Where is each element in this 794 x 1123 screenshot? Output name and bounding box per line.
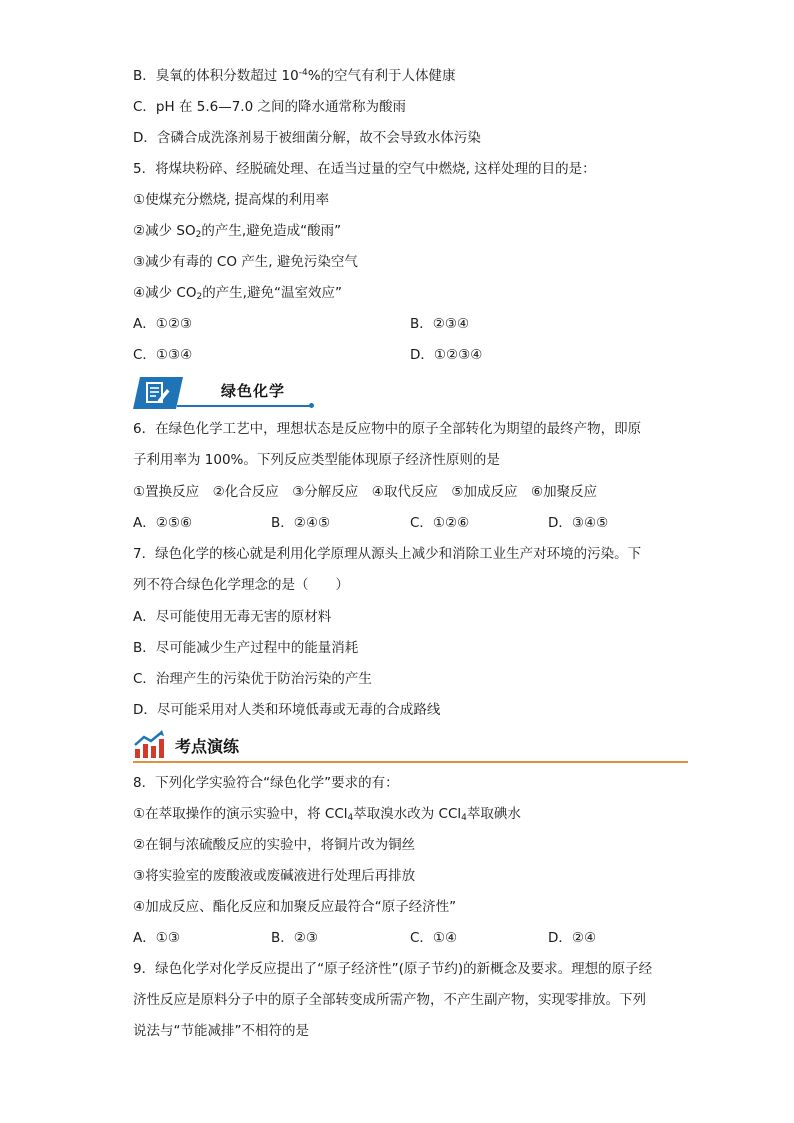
section-icon-box [133,377,183,409]
q8-option-b: B．②③ [271,930,318,946]
section-header-green-chemistry [133,377,315,409]
q7-stem-line-1: 7．绿色化学的核心就是利用化学原理从源头上减少和消除工业生产对环境的污染。下 [133,546,642,562]
q8-item-4: ④加成反应、酯化反应和加聚反应最符合“原子经济性” [133,899,457,915]
q8-item-2: ②在铜与浓硫酸反应的实验中，将铜片改为铜丝 [133,837,416,853]
q5-stem: 5．将煤块粉碎、经脱硫处理、在适当过量的空气中燃烧, 这样处理的目的是： [133,161,596,177]
q6-option-d: D．③④⑤ [548,515,609,531]
section-title: 绿色化学 [221,382,286,400]
q6-option-c: C．①②⑥ [410,515,470,531]
q7-stem-line-2: 列不符合绿色化学理念的是（ ） [133,577,349,593]
q9-line-2: 济性反应是原料分子中的原子全部转变成所需产物，不产生副产物，实现零排放。下列 [133,992,646,1008]
prev-option-d: D．含磷合成洗涤剂易于被细菌分解，故不会导致水体污染 [133,130,481,146]
q7-option-d: D．尽可能采用对人类和环境低毒或无毒的合成路线 [133,702,441,718]
section-rule [133,761,688,763]
section-header-practice [133,728,688,764]
q6-stem-line-2: 子利用率为 100%。下列反应类型能体现原子经济性原则的是 [133,452,500,468]
bar-chart-trend-icon [133,730,165,760]
prev-option-b: B．臭氧的体积分数超过 $10^{-4}\%$的空气有利于人体健康 [133,68,456,84]
q5-item-3: ③减少有毒的 CO 产生, 避免污染空气 [133,254,358,270]
q7-option-b: B．尽可能减少生产过程中的能量消耗 [133,640,359,656]
q8-option-c: C．①④ [410,930,458,946]
q5-item-2: ②减少 $SO_2$的产生,避免造成“酸雨” [133,223,342,240]
q5-item-4: ④减少 $CO_2$的产生,避免“温室效应” [133,285,342,302]
q8-stem: 8．下列化学实验符合“绿色化学”要求的有： [133,775,399,791]
q6-option-b: B．②④⑤ [271,515,331,531]
section-underline-dot [309,403,314,408]
q8-option-a: A．①③ [133,930,180,946]
q8-item-1: ①在萃取操作的演示实验中，将 CCl$_4$萃取溴水改为 CCl$_4$萃取碘水 [133,806,521,823]
q5-item-1: ①使煤充分燃烧, 提高煤的利用率 [133,192,330,208]
section-title: 考点演练 [175,737,240,756]
section-underline [177,405,311,407]
q8-item-3: ③将实验室的废酸液或废碱液进行处理后再排放 [133,868,416,884]
q9-line-1: 9．绿色化学对化学反应提出了“原子经济性”(原子节约)的新概念及要求。理想的原子经 [133,961,653,977]
q7-option-c: C．治理产生的污染优于防治污染的产生 [133,671,372,687]
q7-option-a: A．尽可能使用无毒无害的原材料 [133,609,332,625]
q5-option-d: D．①②③④ [410,347,483,363]
q9-line-3: 说法与“节能减排”不相符的是 [133,1023,309,1039]
q5-option-a: A．①②③ [133,316,193,332]
q6-option-a: A．②⑤⑥ [133,515,193,531]
q5-option-b: B．②③④ [410,316,470,332]
q5-option-c: C．①③④ [133,347,193,363]
prev-option-c: C．pH 在 5.6—7.0 之间的降水通常称为酸雨 [133,99,406,115]
edit-note-icon [145,381,171,405]
q8-option-d: D．②④ [548,930,597,946]
q6-stem-line-1: 6．在绿色化学工艺中，理想状态是反应物中的原子全部转化为期望的最终产物，即原 [133,421,642,437]
q6-reaction-types: ①置换反应 ②化合反应 ③分解反应 ④取代反应 ⑤加成反应 ⑥加聚反应 [133,484,598,500]
